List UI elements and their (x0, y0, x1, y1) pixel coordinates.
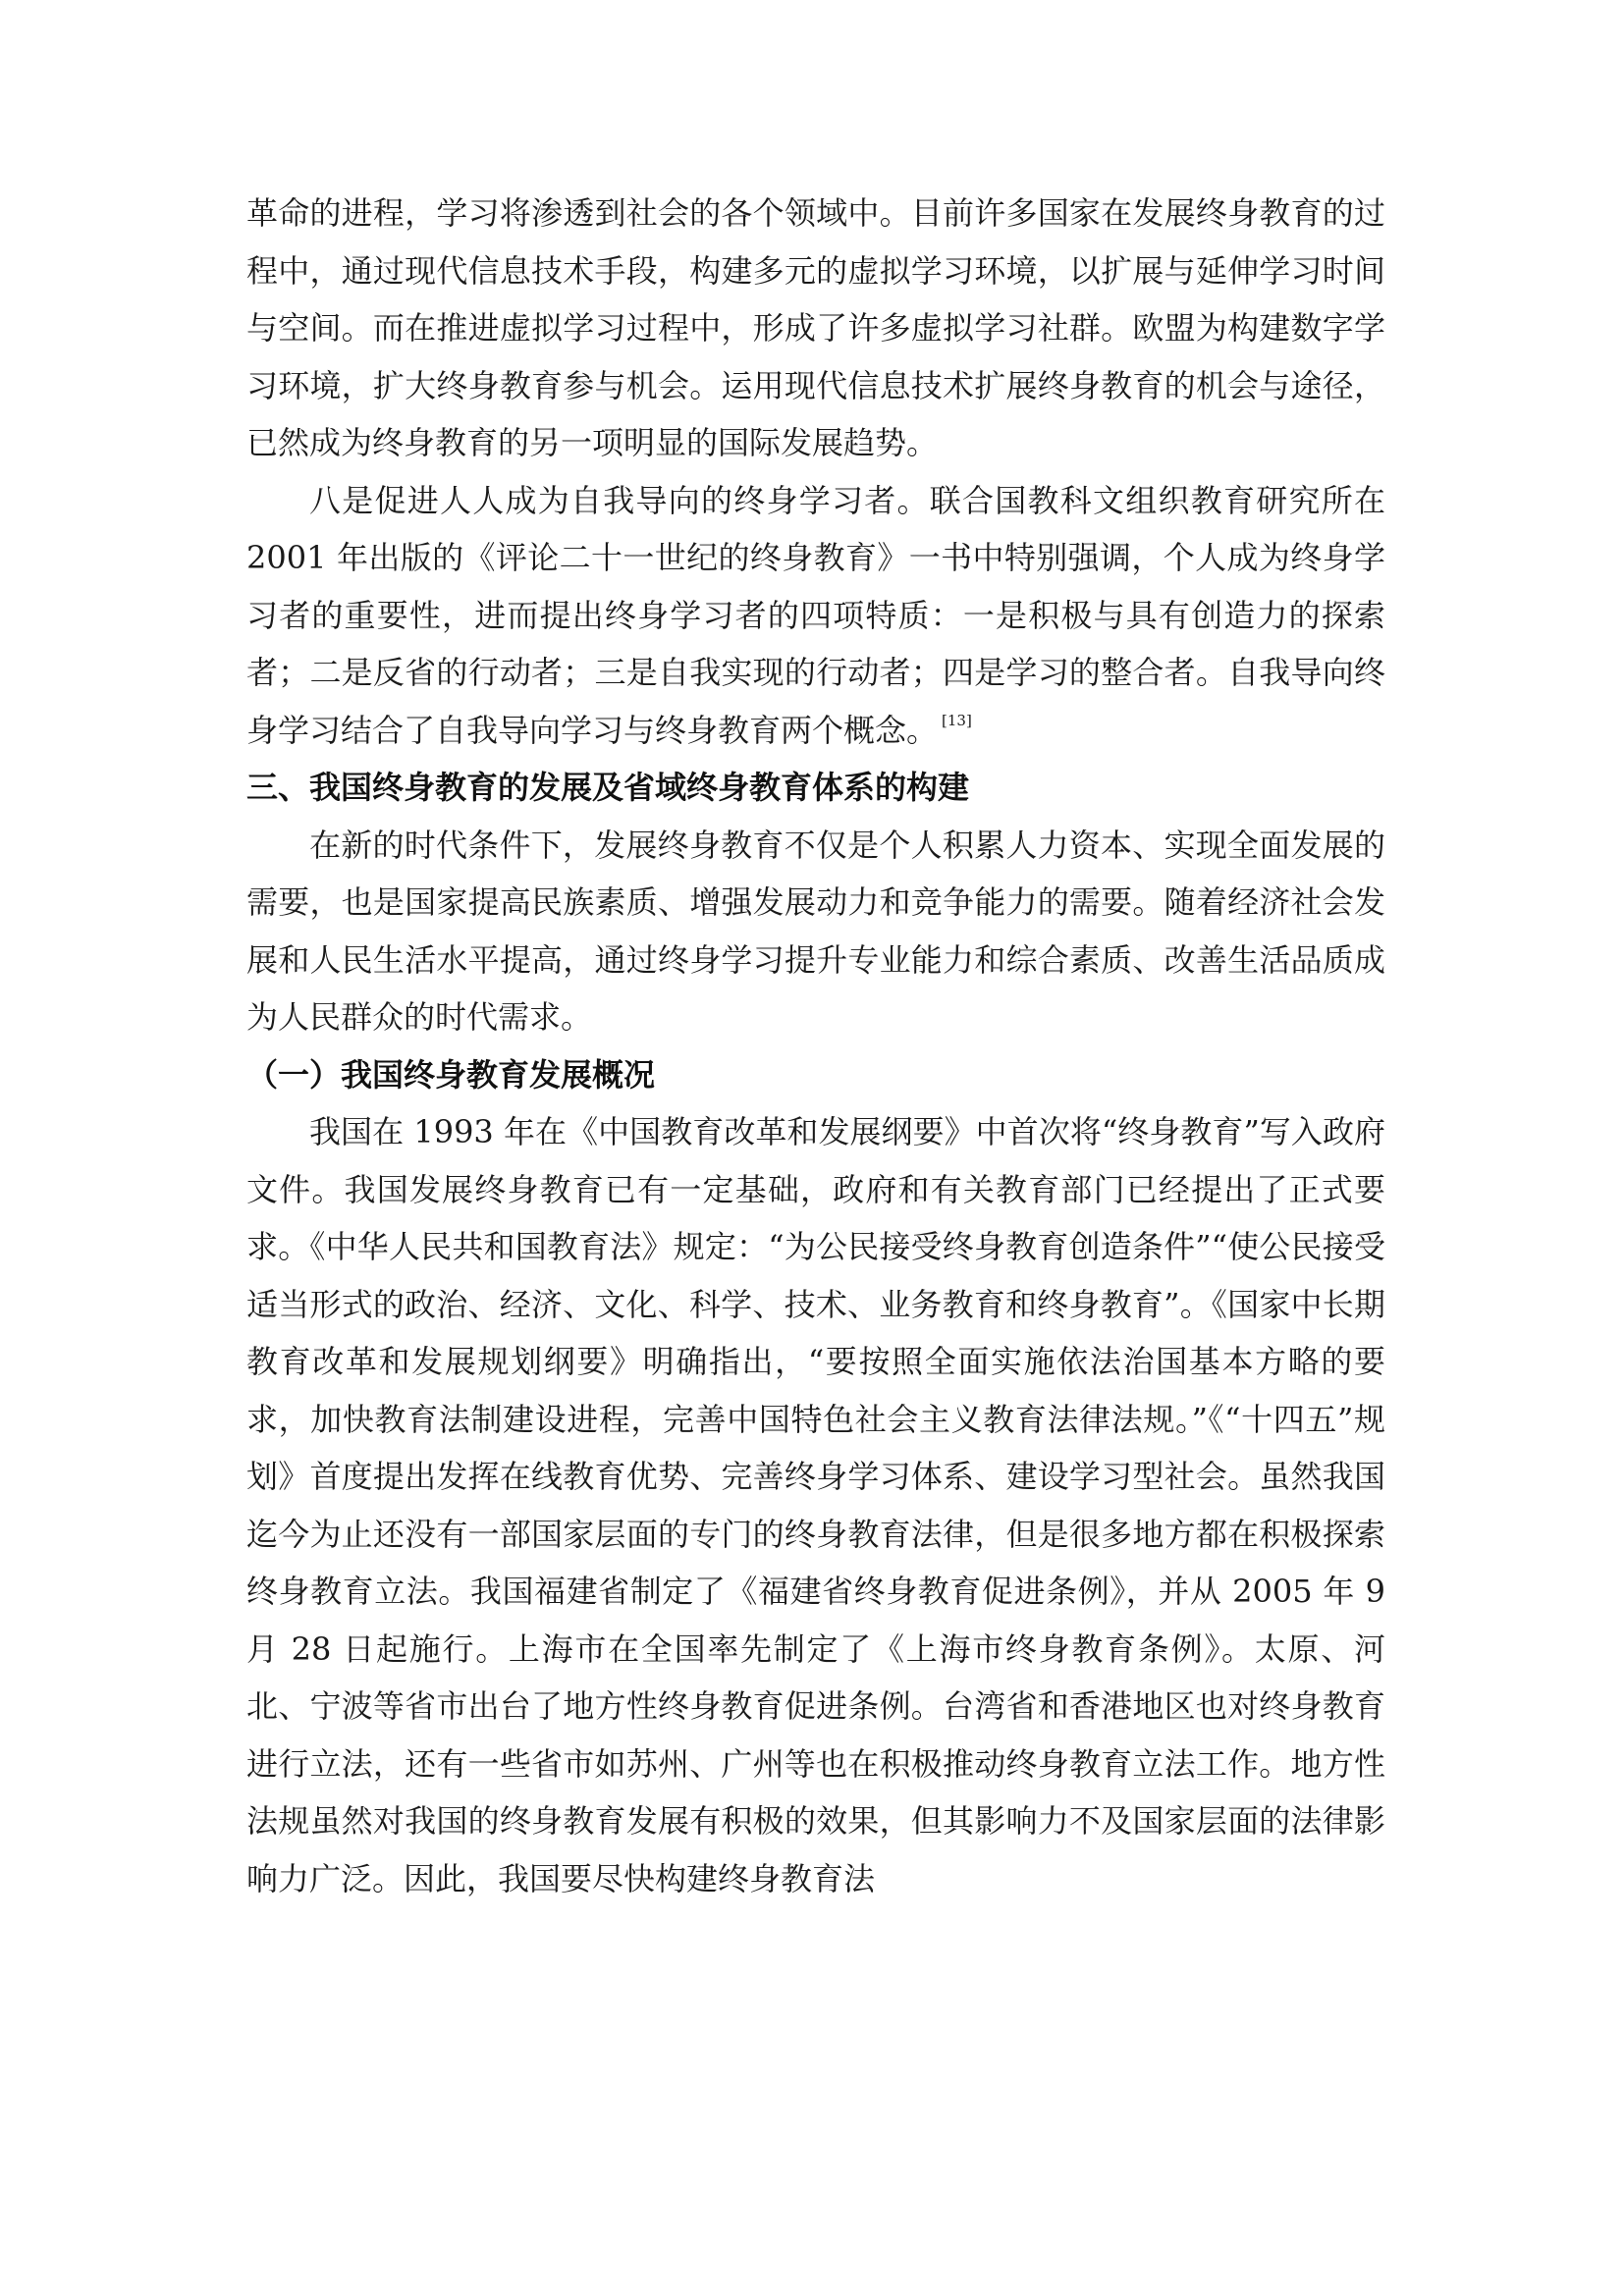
paragraph-overview: 我国在 1993 年在《中国教育改革和发展纲要》中首次将“终身教育”写入政府文件。我国发展终身教育已有一定基础，政府和有关教育部门已经提出了正式要求。《中华人民共和国教育法》规定：“为公民接受终身教育创造条件”“使公民接受适当形式的政治、经济、文化、科学、技术、业务教育和终身教育”。《国家中长期教育改革和发展规划纲要》明确指出，“要按照全面实施依法治国基本方略的要求，加快教育法制建设进程，完善中国特色社会主义教育法律法规。”《“十四五”规划》首度提出发挥在线教育优势、完善终身学习体系、建设学习型社会。虽然我国迄今为止还没有一部国家层面的专门的终身教育法律，但是很多地方都在积极探索终身教育立法。我国福建省制定了《福建省终身教育促进条例》，并从 2005 年 9 月 28 日起施行。上海市在全国率先制定了《上海市终身教育条例》。太原、河北、宁波等省市出台了地方性终身教育促进条例。台湾省和香港地区也对终身教育进行立法，还有一些省市如苏州、广州等也在积极推动终身教育立法工作。地方性法规虽然对我国的终身教育发展有积极的效果，但其影响力不及国家层面的法律影响力广泛。因此，我国要尽快构建终身教育法 (246, 1113, 1385, 1897)
paragraph-self-directed-learners (246, 472, 1385, 760)
citation-reference: [13] (942, 711, 972, 729)
subsection-heading: （一）我国终身教育发展概况 (246, 1055, 656, 1094)
section-heading: 三、我国终身教育的发展及省域终身教育体系的构建 (246, 769, 970, 806)
paragraph-text: 八是促进人人成为自我导向的终身学习者。联合国教科文组织教育研究所在 2001 年出版的《评论二十一世纪的终身教育》一书中特别强调，个人成为终身学习者的重要性，进而提出终身学习者的四项特质：一是积极与具有创造力的探索者；二是反省的行动者；三是自我实现的行动者；四是学习的整合者。自我导向终身学习结合了自我导向学习与终身教育两个概念。 (246, 481, 1385, 749)
paragraph-new-era: 在新的时代条件下，发展终身教育不仅是个人积累人力资本、实现全面发展的需要，也是国家提高民族素质、增强发展动力和竞争能力的需要。随着经济社会发展和人民生活水平提高，通过终身学习提升专业能力和综合素质、改善生活品质成为人民群众的时代需求。 (246, 826, 1385, 1036)
page-body (246, 185, 1385, 1907)
paragraph-continuation: 革命的进程，学习将渗透到社会的各个领域中。目前许多国家在发展终身教育的过程中，通过现代信息技术手段，构建多元的虚拟学习环境，以扩展与延伸学习时间与空间。而在推进虚拟学习过程中，形成了许多虚拟学习社群。欧盟为构建数字学习环境，扩大终身教育参与机会。运用现代信息技术扩展终身教育的机会与途径，已然成为终身教育的另一项明显的国际发展趋势。 (246, 194, 1385, 461)
